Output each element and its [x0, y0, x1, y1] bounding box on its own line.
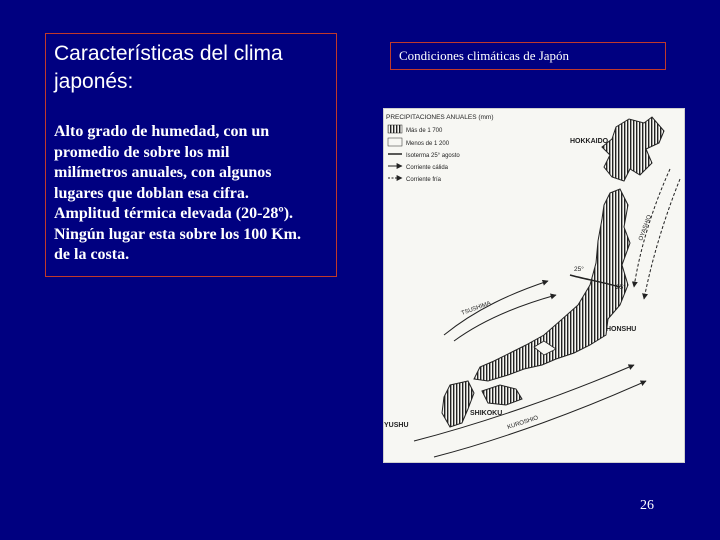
label-oyashio: OYASHIO: [638, 214, 654, 242]
map-drawing: [384, 109, 684, 462]
legend-item-low: Menos de 1 200: [406, 141, 450, 147]
kyushu-island: [442, 381, 474, 427]
tsushima-current-arrow-2: [444, 281, 548, 335]
label-kyushu: YUSHU: [384, 422, 409, 429]
climate-description: Alto grado de humedad, con un promedio de sobre los mil milímetros anuales, con algunos lugares que doblan esa cifra. Amplitud térmica elevada (20-28º). Ningún lugar esta sobre los 100 Km. de la costa.: [54, 123, 301, 263]
honshu-island: [474, 189, 630, 381]
label-shikoku: SHIKOKU: [470, 410, 503, 417]
legend-item-high: Más de 1 700: [406, 128, 443, 134]
oyashio-current-arrow: [644, 179, 680, 299]
label-hokkaido: HOKKAIDO: [570, 138, 609, 145]
page-number: 26: [640, 498, 654, 513]
legend-item-warm-current: Corriente cálida: [406, 165, 449, 171]
legend-swatch-high: [388, 125, 402, 133]
label-honshu: HONSHU: [606, 326, 637, 333]
legend-item-cold-current: Corriente fría: [406, 177, 442, 183]
legend-item-isotherm: Isoterma 25° agosto: [406, 153, 460, 159]
map-legend: [386, 114, 494, 183]
oyashio-current-arrow-2: [634, 169, 670, 287]
shikoku-island: [482, 385, 522, 405]
label-tsushima: TSUSHIMA: [460, 300, 492, 317]
climate-characteristics-box: [45, 33, 337, 277]
label-isotherm-a: 25°: [574, 266, 584, 273]
label-isotherm-b: 25°: [616, 284, 626, 291]
map-title: Condiciones climáticas de Japón: [390, 42, 666, 70]
legend-swatch-low: [388, 138, 402, 146]
tsushima-current-arrow: [454, 295, 556, 341]
slide-title: Características del clima japonés:: [54, 42, 283, 93]
legend-title: PRECIPITACIONES ANUALES (mm): [386, 114, 494, 121]
hokkaido-island: [602, 117, 664, 181]
label-kuroshio: KUROSHIO: [506, 415, 540, 431]
japan-climate-map: [383, 108, 685, 463]
